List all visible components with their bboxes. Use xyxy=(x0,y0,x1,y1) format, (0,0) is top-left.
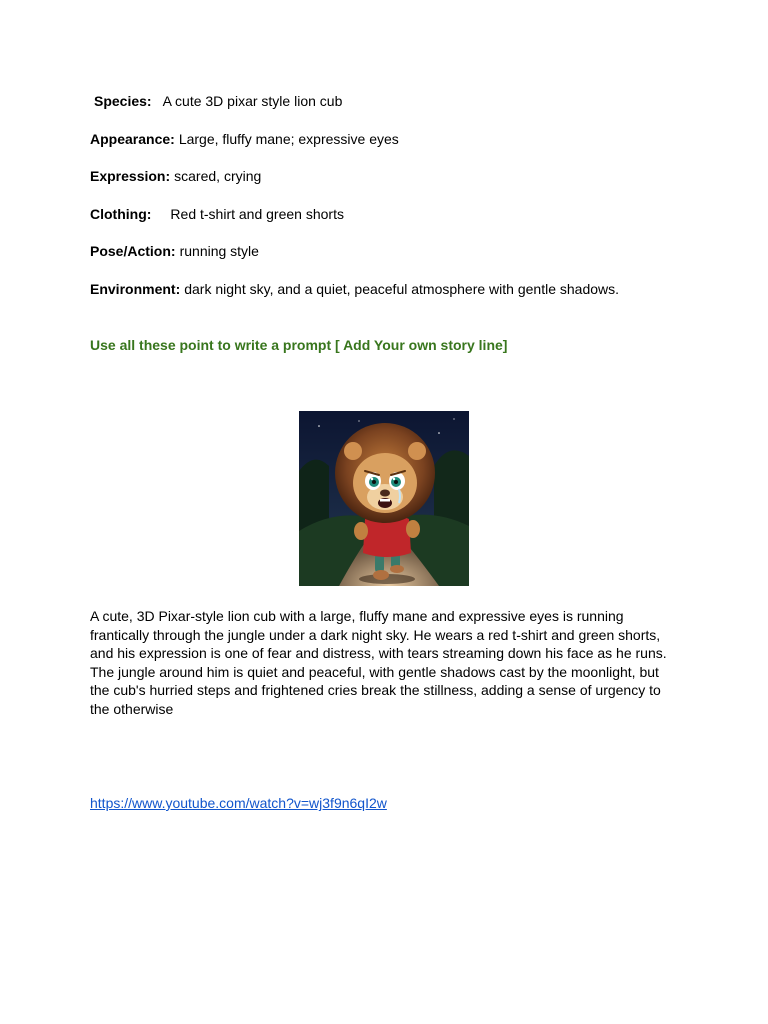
field-label: Environment: xyxy=(90,281,181,297)
youtube-link[interactable]: https://www.youtube.com/watch?v=wj3f9n6qI2w xyxy=(90,795,387,811)
field-value: A cute 3D pixar style lion cub xyxy=(162,93,343,109)
instruction-text: Use all these point to write a prompt [ Add Your own story line] xyxy=(90,337,508,353)
lion-cub-illustration-icon xyxy=(299,411,469,586)
field-species xyxy=(94,92,342,110)
field-appearance xyxy=(90,130,399,148)
field-value: scared, crying xyxy=(174,168,262,184)
field-expression xyxy=(90,167,261,185)
field-label: Clothing: xyxy=(90,206,152,222)
field-label: Appearance: xyxy=(90,131,175,147)
field-label: Species: xyxy=(94,93,152,109)
field-value: Large, fluffy mane; expressive eyes xyxy=(178,131,399,147)
field-environment xyxy=(90,280,619,298)
field-label: Pose/Action: xyxy=(90,243,176,259)
field-value: Red t-shirt and green shorts xyxy=(170,206,344,222)
field-clothing xyxy=(90,205,344,223)
field-value: running style xyxy=(179,243,259,259)
field-label: Expression: xyxy=(90,168,171,184)
field-pose-action xyxy=(90,242,259,260)
field-value: dark night sky, and a quiet, peaceful atmosphere with gentle shadows. xyxy=(184,281,620,297)
story-paragraph: A cute, 3D Pixar-style lion cub with a large, fluffy mane and expressive eyes is running frantically through the jungle under a dark night sky. He wears a red t-shirt and green shorts, and his expression is one of fear and distress, with tears streaming down his face as he runs. The jungle around him is quiet and peaceful, with gentle shadows cast by the moonlight, but the cub's hurried steps and frightened cries break the stillness, adding a sense of urgency to the otherwise xyxy=(90,608,667,717)
lion-cub-image xyxy=(299,411,469,586)
